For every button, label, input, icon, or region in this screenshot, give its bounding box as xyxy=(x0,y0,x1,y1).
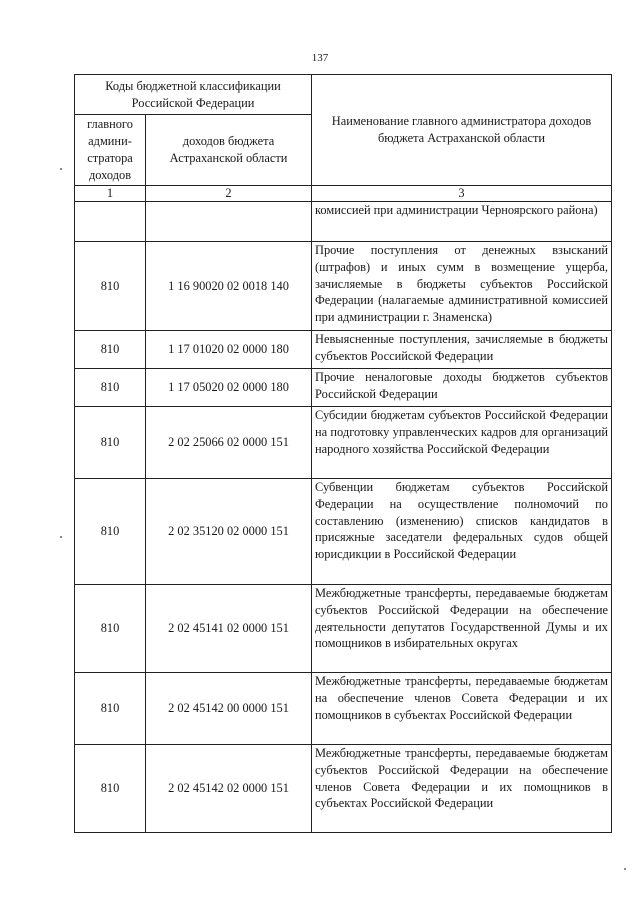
admin-code-cell: 810 xyxy=(75,331,146,369)
admin-code-cell: 810 xyxy=(75,479,146,585)
name-cell: Межбюджетные трансферты, передаваемые бюджетам субъектов Российской Федерации на обеспечение деятельности депутатов Государственной Думы и их помощников в избирательных округах xyxy=(312,585,612,673)
admin-code-cell: 810 xyxy=(75,242,146,331)
admin-code-cell xyxy=(75,202,146,242)
scan-speck xyxy=(60,168,62,170)
table-row xyxy=(75,331,612,369)
column-number-1: 1 xyxy=(75,186,146,202)
income-code-cell: 2 02 45142 00 0000 151 xyxy=(146,673,312,745)
admin-code-cell: 810 xyxy=(75,745,146,833)
income-column-header: доходов бюджета Астраханской области xyxy=(146,115,312,186)
admin-code-cell: 810 xyxy=(75,407,146,479)
table-row xyxy=(75,202,612,242)
income-code-cell: 2 02 45141 02 0000 151 xyxy=(146,585,312,673)
name-cell: комиссией при администрации Черноярского района) xyxy=(312,202,612,242)
name-column-header: Наименование главного администратора доходов бюджета Астраханской области xyxy=(312,75,612,186)
scan-speck xyxy=(60,536,62,538)
table-row xyxy=(75,585,612,673)
income-code-cell: 1 16 90020 02 0018 140 xyxy=(146,242,312,331)
table-row xyxy=(75,242,612,331)
name-cell: Прочие поступления от денежных взысканий (штрафов) и иных сумм в возмещение ущерба, зачисляемые в бюджеты субъектов Российской Федерации (налагаемые административной комиссией при администрации г. Знаменска) xyxy=(312,242,612,331)
income-code-cell: 2 02 45142 02 0000 151 xyxy=(146,745,312,833)
name-cell: Субвенции бюджетам субъектов Российской Федерации на осуществление полномочий по составлению (изменению) списков кандидатов в присяжные заседатели федеральных судов общей юрисдикции в Российской Федерации xyxy=(312,479,612,585)
column-number-2: 2 xyxy=(146,186,312,202)
budget-classification-table xyxy=(74,74,612,833)
table-row xyxy=(75,745,612,833)
scan-speck xyxy=(624,868,626,870)
admin-column-header: главного админи-стратора доходов xyxy=(75,115,146,186)
page-number: 137 xyxy=(311,52,329,64)
income-code-cell: 1 17 01020 02 0000 180 xyxy=(146,331,312,369)
column-number-3: 3 xyxy=(312,186,612,202)
table-row xyxy=(75,407,612,479)
income-code-cell: 2 02 25066 02 0000 151 xyxy=(146,407,312,479)
admin-code-cell: 810 xyxy=(75,585,146,673)
name-cell: Субсидии бюджетам субъектов Российской Федерации на подготовку управленческих кадров для организаций народного хозяйства Российской Федерации xyxy=(312,407,612,479)
name-cell: Прочие неналоговые доходы бюджетов субъектов Российской Федерации xyxy=(312,369,612,407)
income-code-cell: 1 17 05020 02 0000 180 xyxy=(146,369,312,407)
income-code-cell: 2 02 35120 02 0000 151 xyxy=(146,479,312,585)
table-row xyxy=(75,369,612,407)
table-row xyxy=(75,479,612,585)
name-cell: Межбюджетные трансферты, передаваемые бюджетам на обеспечение членов Совета Федерации и их помощников в субъектах Российской Федерации xyxy=(312,673,612,745)
name-cell: Невыясненные поступления, зачисляемые в бюджеты субъектов Российской Федерации xyxy=(312,331,612,369)
table-row xyxy=(75,673,612,745)
codes-group-header: Коды бюджетной классификации Российской Федерации xyxy=(75,75,312,115)
name-cell: Межбюджетные трансферты, передаваемые бюджетам субъектов Российской Федерации на обеспечение членов Совета Федерации и их помощников в субъектах Российской Федерации xyxy=(312,745,612,833)
income-code-cell xyxy=(146,202,312,242)
admin-code-cell: 810 xyxy=(75,673,146,745)
admin-code-cell: 810 xyxy=(75,369,146,407)
